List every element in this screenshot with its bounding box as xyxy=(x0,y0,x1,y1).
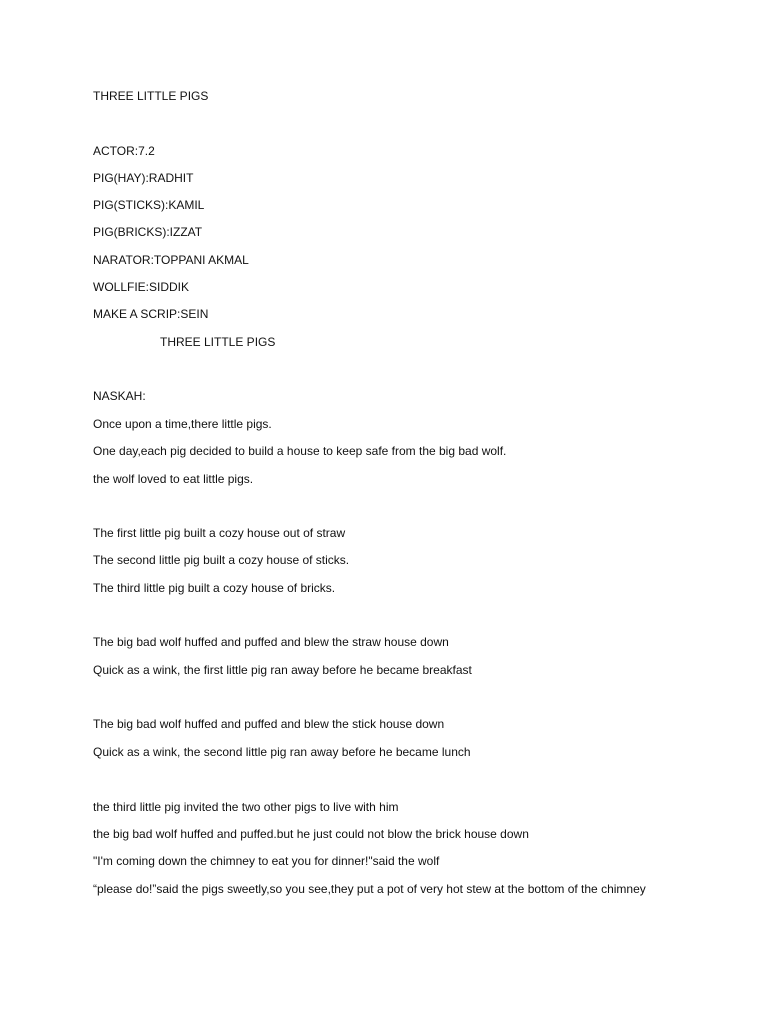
document-subtitle: THREE LITTLE PIGS xyxy=(160,335,276,349)
story-line: the big bad wolf huffed and puffed.but he just could not blow the brick house down xyxy=(93,827,529,841)
cast-line-pig-bricks: PIG(BRICKS):IZZAT xyxy=(93,225,203,239)
cast-line-wolf: WOLLFIE:SIDDIK xyxy=(93,280,190,294)
story-line: Once upon a time,there little pigs. xyxy=(93,417,272,431)
story-line: The first little pig built a cozy house out of straw xyxy=(93,526,346,540)
story-line: The third little pig built a cozy house of bricks. xyxy=(93,581,336,595)
document-title: THREE LITTLE PIGS xyxy=(93,89,209,103)
story-line: The big bad wolf huffed and puffed and blew the straw house down xyxy=(93,635,449,649)
cast-line-actor: ACTOR:7.2 xyxy=(93,144,155,158)
story-line: “please do!”said the pigs sweetly,so you see,they put a pot of very hot stew at the bottom of the chimney xyxy=(93,882,646,896)
story-line: "I'm coming down the chimney to eat you for dinner!"said the wolf xyxy=(93,854,440,868)
story-line: the third little pig invited the two other pigs to live with him xyxy=(93,800,399,814)
story-line: The second little pig built a cozy house of sticks. xyxy=(93,553,350,567)
cast-line-pig-hay: PIG(HAY):RADHIT xyxy=(93,171,194,185)
cast-line-pig-sticks: PIG(STICKS):KAMIL xyxy=(93,198,205,212)
section-label: NASKAH: xyxy=(93,389,146,403)
cast-line-script: MAKE A SCRIP:SEIN xyxy=(93,307,209,321)
story-line: the wolf loved to eat little pigs. xyxy=(93,472,254,486)
story-line: Quick as a wink, the first little pig ran away before he became breakfast xyxy=(93,663,472,677)
story-line: The big bad wolf huffed and puffed and blew the stick house down xyxy=(93,717,445,731)
story-line: One day,each pig decided to build a house to keep safe from the big bad wolf. xyxy=(93,444,507,458)
cast-line-narrator: NARATOR:TOPPANI AKMAL xyxy=(93,253,249,267)
story-line: Quick as a wink, the second little pig ran away before he became lunch xyxy=(93,745,471,759)
